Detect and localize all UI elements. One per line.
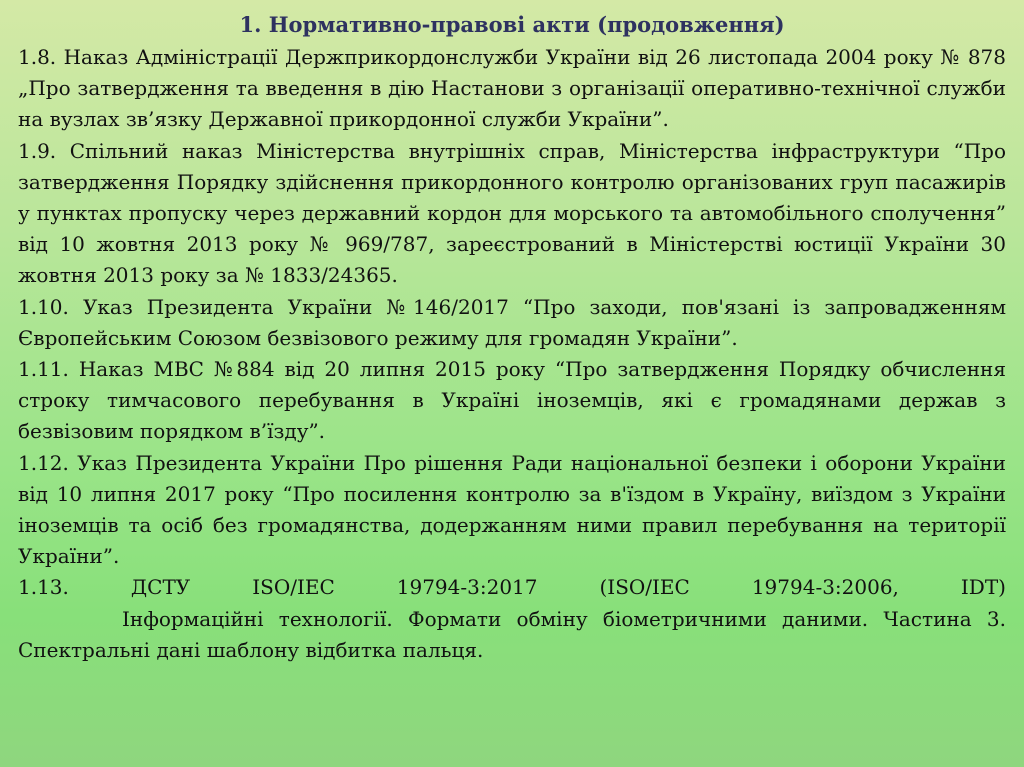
list-item: 1.11. Наказ МВС №884 від 20 липня 2015 року “Про затвердження Порядку обчислення строку тимчасового перебування в Україні іноземців, які є громадянами держав з безвізовим порядком в’їзду”. <box>18 357 1006 444</box>
list-item: 1.9. Спільний наказ Міністерства внутрішніх справ, Міністерства інфраструктури “Про затвердження Порядку здійснення прикордонного контролю організованих груп пасажирів у пунктах пропуску через державний кордон для морського та автомобільного сполучення” від 10 жовтня 2013 року № 969/787, зареєстрований в Міністерстві юстиції України 30 жовтня 2013 року за № 1833/24365. <box>18 138 1006 288</box>
list-item-last-rest-wrap <box>18 604 1006 666</box>
list-item: 1.12. Указ Президента України Про рішення Ради національної безпеки і оборони України від 10 липня 2017 року “Про посилення контролю за в'їздом в Україну, виїздом з України іноземців та осіб без громадянства, додержанням ними правил перебування на території України”. <box>18 450 1006 569</box>
list-item-last-rest: Інформаційні технології. Формати обміну біометричними даними. Частина 3. Спектральні дані шаблону відбитка пальця. <box>18 606 1006 662</box>
list-item-last <box>18 572 1006 603</box>
slide-title: 1. Нормативно-правові акти (продовження) <box>239 12 785 37</box>
slide-body <box>18 42 1006 666</box>
list-item-last-line1: 1.13. ДСТУ ISO/IEC 19794-3:2017 (ISO/IEC 19794-3:2006, IDT) <box>18 575 1006 600</box>
list-item: 1.10. Указ Президента України №146/2017 “Про заходи, пов'язані із запровадженням Європейським Союзом безвізового режиму для громадян України”. <box>18 294 1006 350</box>
list-item: 1.8. Наказ Адміністрації Держприкордонслужби України від 26 листопада 2004 року № 878 „Про затвердження та введення в дію Настанови з організації оперативно-технічної служби на вузлах зв’язку Державної прикордонної служби України”. <box>18 45 1006 132</box>
